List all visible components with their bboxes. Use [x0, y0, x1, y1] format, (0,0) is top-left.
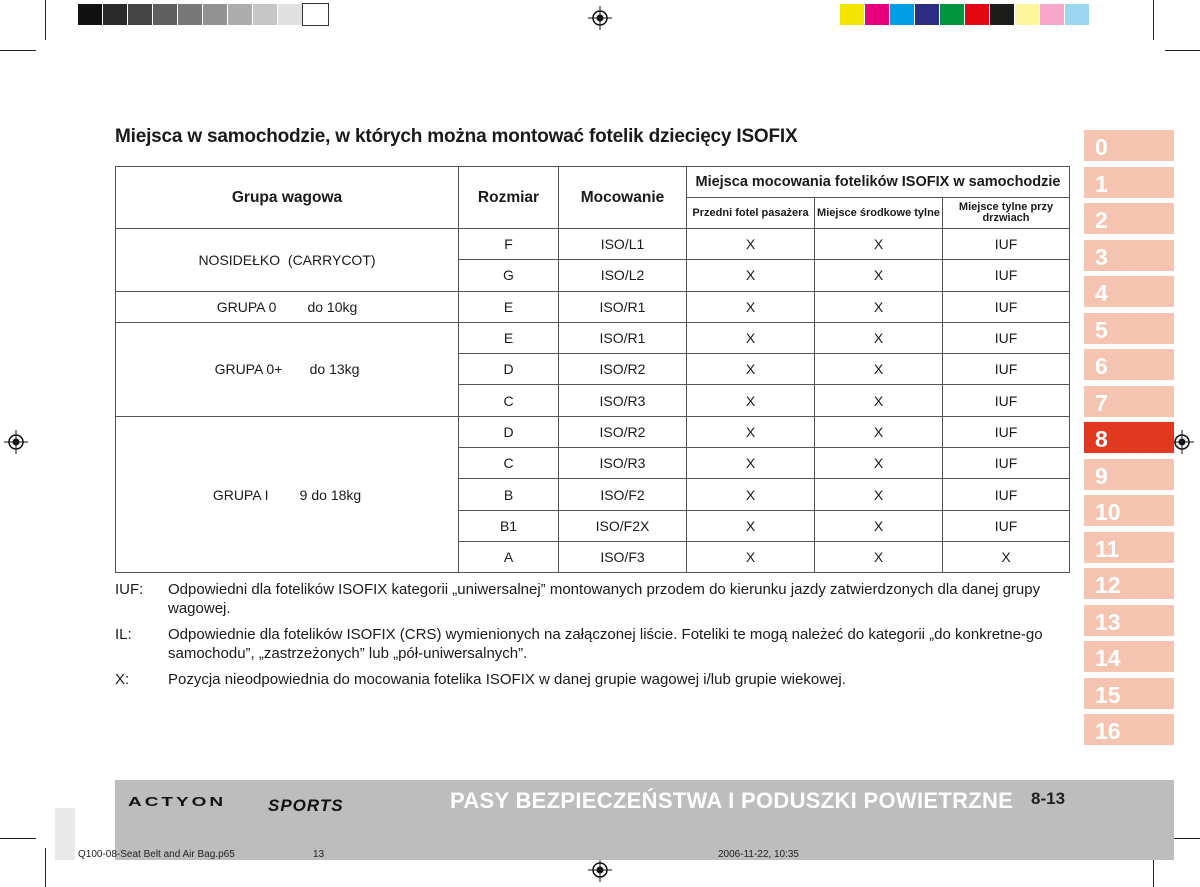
crop-mark — [1165, 50, 1200, 51]
mount-cell: ISO/R3 — [559, 385, 687, 416]
size-cell: E — [459, 322, 559, 353]
color-swatch — [78, 4, 103, 25]
mount-cell: ISO/F2 — [559, 479, 687, 510]
color-swatch — [253, 4, 278, 25]
mount-cell: ISO/R1 — [559, 322, 687, 353]
group-label-cell: GRUPA I 9 do 18kg — [116, 416, 459, 572]
rear-cell: IUF — [943, 385, 1070, 416]
front-cell: X — [687, 510, 815, 541]
slug-date: 2006-11-22, 10:35 — [718, 849, 799, 860]
size-cell: C — [459, 385, 559, 416]
rear-cell: IUF — [943, 510, 1070, 541]
color-swatch — [840, 4, 865, 25]
center-cell: X — [815, 291, 943, 322]
crop-mark — [45, 0, 46, 40]
chapter-tab-9[interactable]: 9 — [1084, 459, 1174, 490]
mount-cell: ISO/R1 — [559, 291, 687, 322]
group-label-cell: NOSIDEŁKO (CARRYCOT) — [116, 229, 459, 292]
chapter-tab-4[interactable]: 4 — [1084, 276, 1174, 307]
slug-file: Q100-08-Seat Belt and Air Bag.p65 — [78, 849, 235, 860]
header-positions: Miejsca mocowania fotelików ISOFIX w samochodzie — [687, 167, 1070, 198]
size-cell: D — [459, 416, 559, 447]
color-swatch — [1040, 4, 1065, 25]
center-cell: X — [815, 416, 943, 447]
note-text: Odpowiedni dla fotelików ISOFIX kategorii „uniwersalnej” montowanych przodem do kierunku jazdy zatwierdzonych dla danej grupy wagowej. — [168, 581, 1041, 617]
note-key: IUF: — [115, 581, 144, 598]
chapter-tab-8[interactable]: 8 — [1084, 422, 1174, 453]
front-cell: X — [687, 354, 815, 385]
rear-cell: IUF — [943, 448, 1070, 479]
header-center: Miejsce środkowe tylne — [815, 198, 943, 229]
chapter-tab-5[interactable]: 5 — [1084, 313, 1174, 344]
rear-cell: IUF — [943, 479, 1070, 510]
front-cell: X — [687, 541, 815, 572]
mount-cell: ISO/L2 — [559, 260, 687, 291]
registration-mark-icon — [588, 6, 612, 30]
chapter-tab-1[interactable]: 1 — [1084, 167, 1174, 198]
color-swatch — [940, 4, 965, 25]
front-cell: X — [687, 416, 815, 447]
center-cell: X — [815, 260, 943, 291]
header-rear: Miejsce tylne przy drzwiach — [943, 198, 1070, 229]
registration-mark-icon — [4, 430, 28, 454]
section-title: PASY BEZPIECZEŃSTWA I PODUSZKI POWIETRZNE — [450, 788, 1014, 813]
rear-cell: IUF — [943, 416, 1070, 447]
chapter-tab-15[interactable]: 15 — [1084, 678, 1174, 709]
header-front: Przedni fotel pasażera — [687, 198, 815, 229]
rear-cell: IUF — [943, 322, 1070, 353]
center-cell: X — [815, 322, 943, 353]
size-cell: F — [459, 229, 559, 260]
mount-cell: ISO/F2X — [559, 510, 687, 541]
mount-cell: ISO/R3 — [559, 448, 687, 479]
chapter-tab-2[interactable]: 2 — [1084, 203, 1174, 234]
size-cell: E — [459, 291, 559, 322]
crop-mark — [0, 838, 36, 839]
front-cell: X — [687, 479, 815, 510]
front-cell: X — [687, 260, 815, 291]
color-swatch — [965, 4, 990, 25]
color-swatch — [203, 4, 228, 25]
rear-cell: IUF — [943, 291, 1070, 322]
size-cell: B1 — [459, 510, 559, 541]
table-body — [116, 229, 1070, 573]
front-cell: X — [687, 322, 815, 353]
note-item — [115, 670, 1070, 689]
center-cell: X — [815, 541, 943, 572]
note-text: Odpowiednie dla fotelików ISOFIX (CRS) wymienionych na załączonej liście. Foteliki te mogą należeć do kategorii „do konkretne-go samochodu”, „zastrzeżonych” lub „pół-uniwersalnych”. — [168, 626, 1043, 662]
table-row — [116, 416, 1070, 447]
crop-mark — [1153, 0, 1154, 40]
crop-mark — [45, 848, 46, 887]
chapter-tab-6[interactable]: 6 — [1084, 349, 1174, 380]
color-swatch — [303, 4, 328, 25]
size-cell: A — [459, 541, 559, 572]
page-number: 8-13 — [1031, 789, 1066, 808]
crop-mark — [0, 50, 36, 51]
table-row — [116, 291, 1070, 322]
color-swatch — [153, 4, 178, 25]
front-cell: X — [687, 229, 815, 260]
header-mount: Mocowanie — [559, 167, 687, 229]
front-cell: X — [687, 291, 815, 322]
center-cell: X — [815, 448, 943, 479]
mount-cell: ISO/R2 — [559, 354, 687, 385]
legend-notes — [115, 580, 1070, 696]
color-swatch — [128, 4, 153, 25]
color-swatch — [865, 4, 890, 25]
center-cell: X — [815, 229, 943, 260]
page-title: Miejsca w samochodzie, w których można montować fotelik dziecięcy ISOFIX — [115, 126, 798, 147]
color-swatch — [228, 4, 253, 25]
registration-mark-icon — [588, 858, 612, 882]
center-cell: X — [815, 510, 943, 541]
table-row — [116, 322, 1070, 353]
color-swatch — [915, 4, 940, 25]
size-cell: C — [459, 448, 559, 479]
size-cell: B — [459, 479, 559, 510]
group-label-cell: GRUPA 0+ do 13kg — [116, 322, 459, 416]
chapter-tab-3[interactable]: 3 — [1084, 240, 1174, 271]
svg-text:ACTYON: ACTYON — [128, 794, 227, 810]
color-swatch — [278, 4, 303, 25]
footer-margin-block — [55, 808, 75, 860]
front-cell: X — [687, 385, 815, 416]
group-label-cell: GRUPA 0 do 10kg — [116, 291, 459, 322]
rear-cell: X — [943, 541, 1070, 572]
header-size: Rozmiar — [459, 167, 559, 229]
slug-number: 13 — [313, 849, 325, 860]
chapter-tab-12[interactable]: 12 — [1084, 568, 1174, 599]
note-key: IL: — [115, 626, 132, 643]
chapter-tab-10[interactable]: 10 — [1084, 495, 1174, 526]
size-cell: D — [459, 354, 559, 385]
note-key: X: — [115, 671, 130, 688]
center-cell: X — [815, 479, 943, 510]
color-swatch — [103, 4, 128, 25]
rear-cell: IUF — [943, 260, 1070, 291]
header-group: Grupa wagowa — [116, 167, 459, 229]
size-cell: G — [459, 260, 559, 291]
svg-text:SPORTS: SPORTS — [268, 796, 344, 814]
chapter-tab-0[interactable]: 0 — [1084, 130, 1174, 161]
rear-cell: IUF — [943, 354, 1070, 385]
actyon-sports-logo — [128, 792, 378, 814]
center-cell: X — [815, 354, 943, 385]
color-swatch — [1065, 4, 1090, 25]
color-swatch — [1015, 4, 1040, 25]
mount-cell: ISO/F3 — [559, 541, 687, 572]
chapter-tab-13[interactable]: 13 — [1084, 605, 1174, 636]
isofix-table — [115, 166, 1070, 573]
grayscale-color-bar — [78, 4, 328, 25]
chapter-tabs — [1084, 130, 1174, 751]
process-color-bar — [840, 4, 1090, 25]
mount-cell: ISO/L1 — [559, 229, 687, 260]
chapter-tab-11[interactable]: 11 — [1084, 532, 1174, 563]
note-item — [115, 625, 1070, 663]
table-row — [116, 229, 1070, 260]
color-swatch — [990, 4, 1015, 25]
rear-cell: IUF — [943, 229, 1070, 260]
color-swatch — [178, 4, 203, 25]
chapter-tab-7[interactable]: 7 — [1084, 386, 1174, 417]
color-swatch — [890, 4, 915, 25]
chapter-tab-14[interactable]: 14 — [1084, 641, 1174, 672]
note-text: Pozycja nieodpowiednia do mocowania fotelika ISOFIX w danej grupie wagowej i/lub grupie wiekowej. — [168, 671, 846, 688]
mount-cell: ISO/R2 — [559, 416, 687, 447]
front-cell: X — [687, 448, 815, 479]
note-item — [115, 580, 1070, 618]
chapter-tab-16[interactable]: 16 — [1084, 714, 1174, 745]
center-cell: X — [815, 385, 943, 416]
